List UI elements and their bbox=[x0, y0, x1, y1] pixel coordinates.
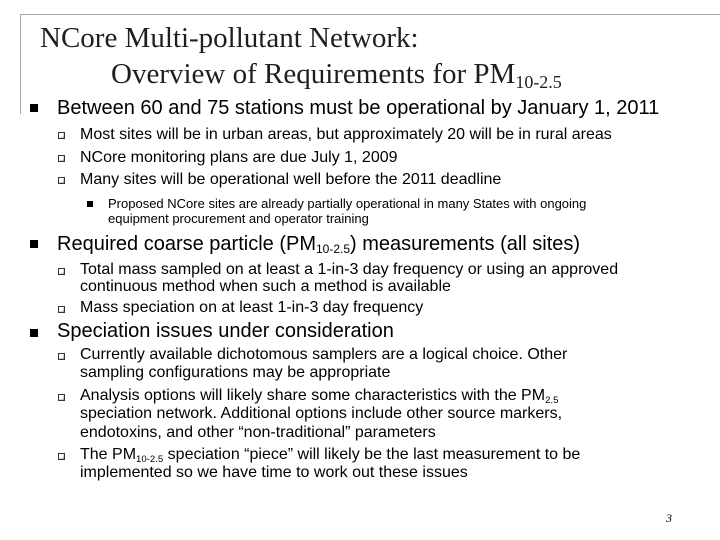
section-1-subitem-line-2: equipment procurement and operator training bbox=[108, 211, 369, 226]
sub-bullet-icon bbox=[58, 306, 65, 313]
bullet-square-icon bbox=[30, 329, 38, 337]
section-2-heading-pre: Required coarse particle (PM bbox=[57, 233, 316, 255]
section-3-item-3-pre: The PM bbox=[80, 446, 137, 463]
title-line-2-text: Overview of Requirements for PM bbox=[111, 58, 516, 90]
section-3-item-1-line-1: Currently available dichotomous samplers are a logical choice. Other bbox=[80, 346, 568, 363]
section-2-heading-sub: 10-2.5 bbox=[316, 242, 351, 256]
sub-sub-bullet-icon bbox=[87, 201, 93, 207]
title-rule-horizontal bbox=[20, 14, 720, 15]
section-3-item-3-post: speciation “piece” will likely be the last measurement to be bbox=[163, 446, 581, 463]
title-line-1: NCore Multi-pollutant Network: bbox=[40, 22, 419, 54]
section-1-heading: Between 60 and 75 stations must be operational by January 1, 2011 bbox=[57, 97, 660, 119]
section-1-item-3: Many sites will be operational well before the 2011 deadline bbox=[80, 171, 502, 188]
sub-bullet-icon bbox=[58, 177, 65, 184]
title-subscript: 10-2.5 bbox=[515, 72, 562, 92]
section-2-heading-post: ) measurements (all sites) bbox=[350, 233, 581, 255]
section-2-item-2: Mass speciation on at least 1-in-3 day frequency bbox=[80, 299, 424, 316]
section-3-item-2-pre: Analysis options will likely share some characteristics with the PM bbox=[80, 387, 546, 404]
section-3-item-2-line-2: speciation network. Additional options include other source markers, bbox=[80, 405, 563, 422]
section-2-heading bbox=[57, 233, 580, 255]
section-3-item-1-line-2: sampling configurations may be appropriate bbox=[80, 364, 391, 381]
section-1-subitem-line-1: Proposed NCore sites are already partially operational in many States with ongoing bbox=[108, 196, 587, 211]
section-3-item-3-sub: 10-2.5 bbox=[136, 454, 164, 465]
section-3-item-3-line-1 bbox=[80, 447, 580, 463]
section-3-item-3-line-2: implemented so we have time to work out these issues bbox=[80, 464, 468, 481]
section-2-item-1-line-1: Total mass sampled on at least a 1-in-3 day frequency or using an approved bbox=[80, 261, 619, 278]
section-3-heading: Speciation issues under consideration bbox=[57, 320, 394, 342]
sub-bullet-icon bbox=[58, 453, 65, 460]
section-3-item-2-sub: 2.5 bbox=[545, 395, 559, 406]
page-number: 3 bbox=[666, 511, 672, 525]
sub-bullet-icon bbox=[58, 155, 65, 162]
slide-title bbox=[40, 20, 562, 92]
sub-bullet-icon bbox=[58, 353, 65, 360]
title-line-2 bbox=[40, 56, 562, 92]
section-3-item-2-line-3: endotoxins, and other “non-traditional” parameters bbox=[80, 424, 436, 441]
title-rule-vertical bbox=[20, 14, 21, 114]
sub-bullet-icon bbox=[58, 268, 65, 275]
bullet-square-icon bbox=[30, 240, 38, 248]
bullet-square-icon bbox=[30, 104, 38, 112]
sub-bullet-icon bbox=[58, 394, 65, 401]
section-1-item-1: Most sites will be in urban areas, but approximately 20 will be in rural areas bbox=[80, 126, 612, 143]
sub-bullet-icon bbox=[58, 132, 65, 139]
section-2-item-1-line-2: continuous method when such a method is available bbox=[80, 278, 451, 295]
section-1-item-2: NCore monitoring plans are due July 1, 2009 bbox=[80, 149, 398, 166]
section-3-item-2-line-1 bbox=[80, 388, 558, 404]
